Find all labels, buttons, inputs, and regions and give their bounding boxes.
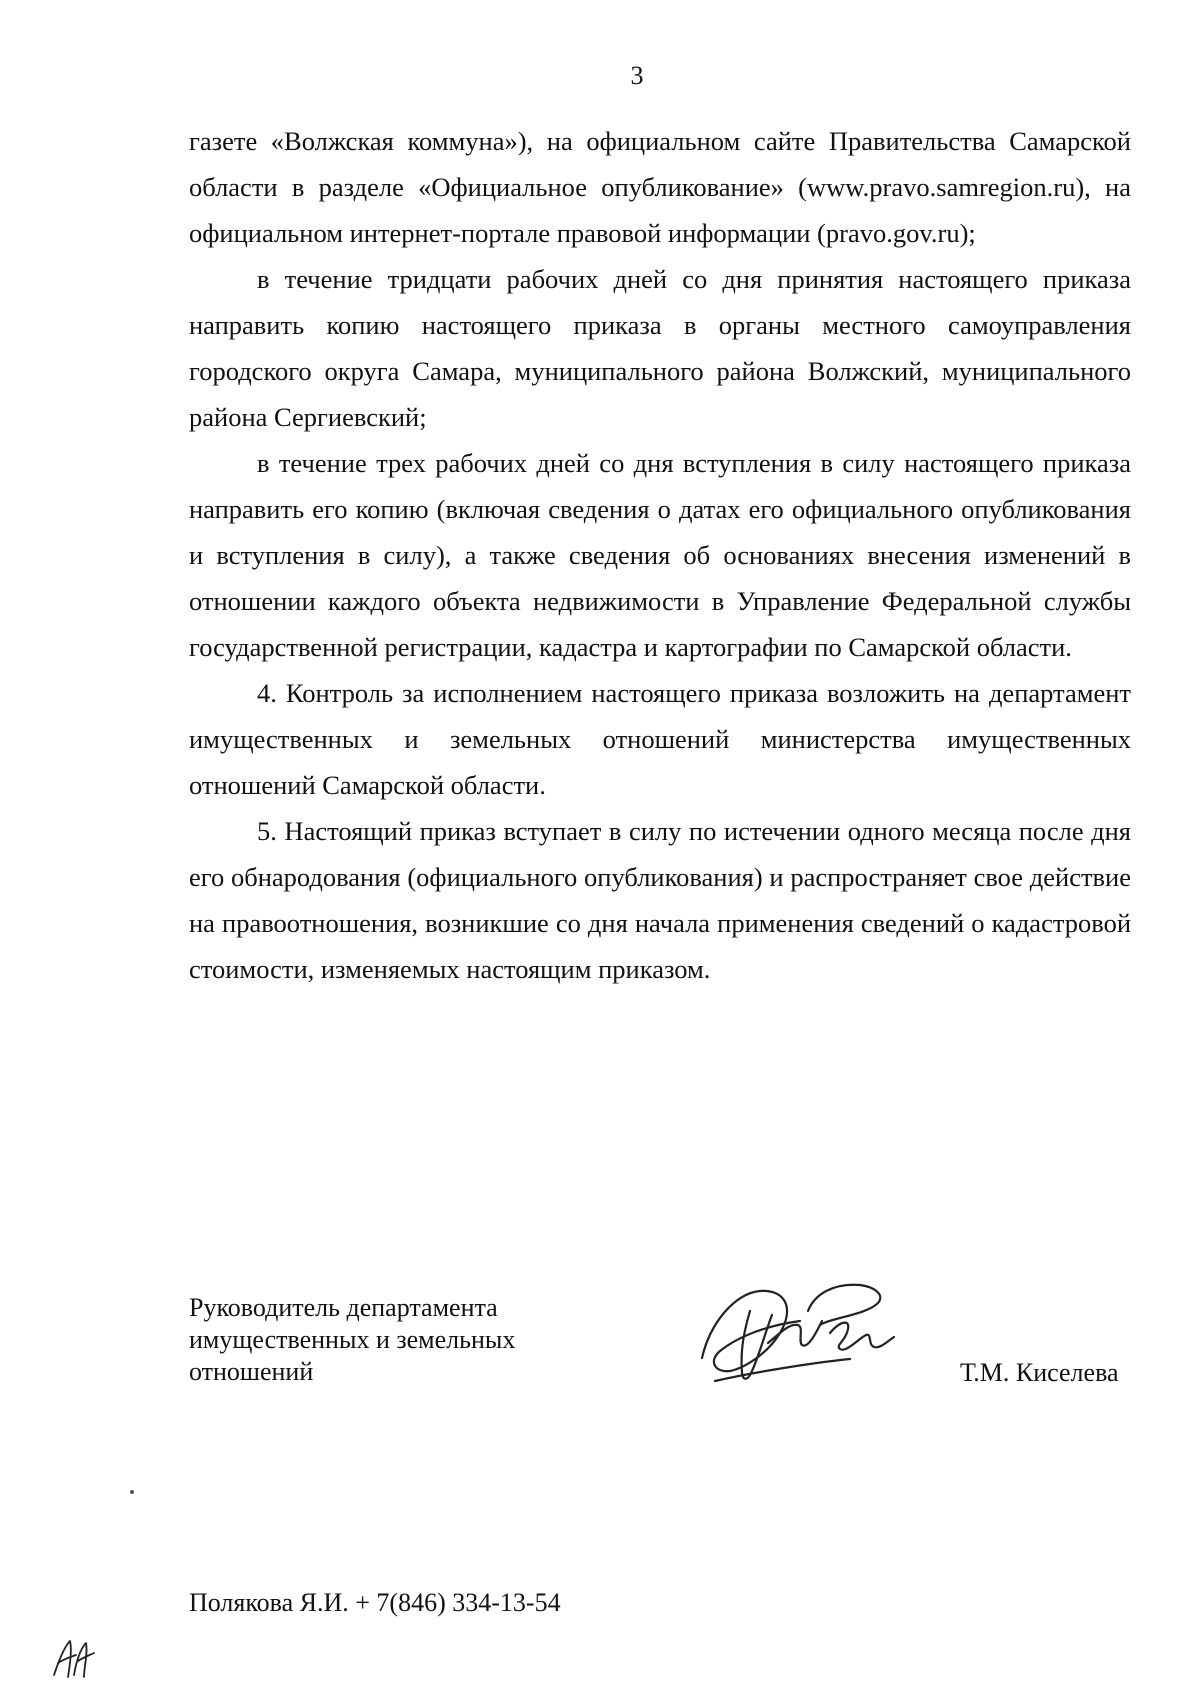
paragraph-send-copy-local-government: в течение тридцати рабочих дней со дня принятия настоящего приказа направить копию настоящего приказа в органы местного самоуправления городского округа Самара, муниципального района Волжский, муниципального района Сергиевский;: [189, 264, 1131, 432]
document-body: [189, 118, 1131, 992]
paragraph-entry-into-force: 5. Настоящий приказ вступает в силу по истечении одного месяца после дня его обнародования (официального опубликования) и распространяет свое действие на правоотношения, возникшие со дня начала применения сведений о кадастровой стоимости, изменяемых настоящим приказом.: [189, 816, 1131, 984]
signatory-position-line: имущественных и земельных: [189, 1325, 516, 1354]
paragraph-control-clause: 4. Контроль за исполнением настоящего приказа возложить на департамент имущественных и земельных отношений министерства имущественных отношений Самарской области.: [189, 678, 1131, 800]
signatory-position-line: Руководитель департамента: [189, 1293, 498, 1322]
paragraph-publication-continuation: газете «Волжская коммуна»), на официальном сайте Правительства Самарской области в разделе «Официальное опубликование» (www.pravo.samregion.ru), на официальном интернет-портале правовой информации (pravo.gov.ru);: [189, 126, 1131, 248]
signatory-name: Т.М. Киселева: [960, 1358, 1119, 1387]
paragraph-send-copy-rosreestr: в течение трех рабочих дней со дня вступления в силу настоящего приказа направить его копию (включая сведения о датах его официального опубликования и вступления в силу), а также сведения об основаниях внесения изменений в отношении каждого объекта недвижимости в Управление Федеральной службы государственной регистрации, кадастра и картографии по Самарской области.: [189, 448, 1131, 662]
page-number: 3: [630, 61, 644, 90]
handwritten-initials: [48, 1635, 98, 1681]
handwritten-signature: [690, 1263, 905, 1388]
signatory-position-line: отношений: [189, 1357, 314, 1386]
executor-contact: Полякова Я.И. + 7(846) 334-13-54: [189, 1588, 561, 1617]
scan-speck: [130, 1490, 134, 1494]
signatory-position: [189, 1292, 589, 1388]
